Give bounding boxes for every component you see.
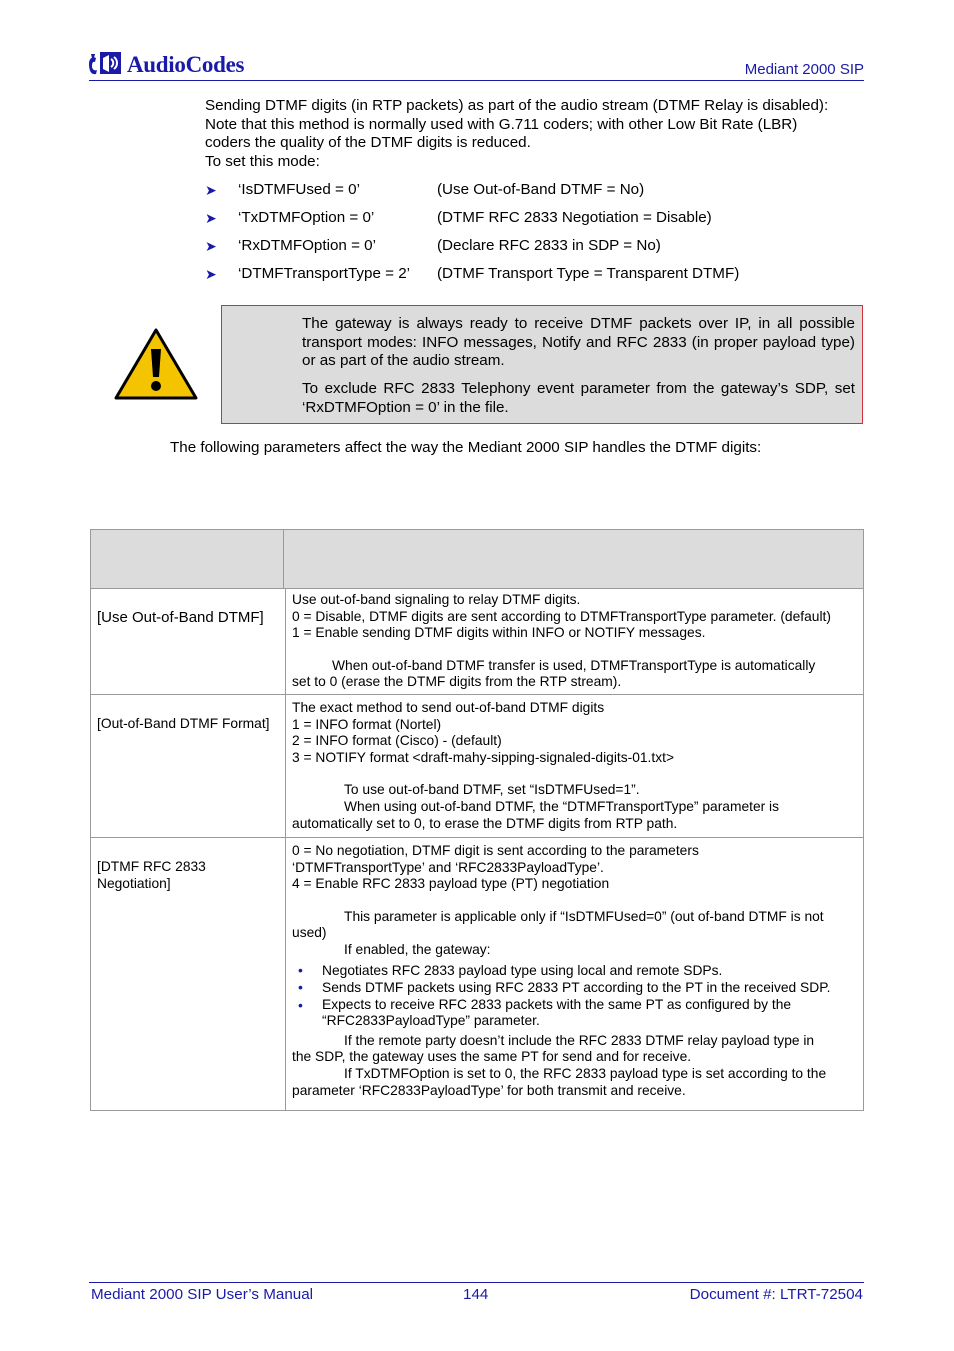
table-header <box>91 530 863 589</box>
page-number: 144 <box>463 1286 489 1303</box>
header-product-title: Mediant 2000 SIP <box>744 61 864 78</box>
arrow-bullet-icon: ➤ <box>205 238 217 254</box>
intro-line: To set this mode: <box>205 152 320 170</box>
footer-divider <box>89 1282 864 1283</box>
parameter-table <box>90 529 864 1111</box>
warning-icon <box>113 327 199 401</box>
arrow-bullet-icon: ➤ <box>205 266 217 282</box>
intro-line: Sending DTMF digits (in RTP packets) as part of the audio stream (DTMF Relay is disabled): <box>205 97 829 114</box>
desc-note: set to 0 (erase the DTMF digits from the RTP stream). <box>292 674 622 690</box>
desc-note: If the remote party doesn’t include the RFC 2833 DTMF relay payload type in <box>344 1032 815 1048</box>
desc-note: If enabled, the gateway: <box>344 941 491 957</box>
bullet-desc: (Use Out-of-Band DTMF = No) <box>437 181 645 198</box>
desc-line: Use out-of-band signaling to relay DTMF digits. <box>292 592 581 607</box>
desc-note: automatically set to 0, to erase the DTMF digits from RTP path. <box>292 815 678 831</box>
lead-sentence: The following parameters affect the way the Mediant 2000 SIP handles the DTMF digits: <box>170 439 762 456</box>
intro-paragraph <box>205 97 828 171</box>
bullet-param: ‘TxDTMFOption = 0’ <box>238 209 375 226</box>
bullet-item <box>205 237 661 256</box>
note-paragraph: To exclude RFC 2833 Telephony event parameter from the gateway’s SDP, set ‘RxDTMFOption = 0’ in the file. <box>302 380 855 416</box>
desc-note: When using out-of-band DTMF, the “DTMFTransportType” parameter is <box>344 798 780 814</box>
bullet-desc: (DTMF RFC 2833 Negotiation = Disable) <box>437 209 712 226</box>
table-row <box>91 838 863 1110</box>
desc-line: 3 = NOTIFY format <draft-mahy-sipping-signaled-digits-01.txt> <box>292 749 675 765</box>
desc-note: If TxDTMFOption is set to 0, the RFC 2833 payload type is set according to the <box>344 1065 827 1081</box>
desc-note: This parameter is applicable only if “IsDTMFUsed=0” (out of-band DTMF is not <box>344 908 824 924</box>
desc-note: the SDP, the gateway uses the same PT for send and for receive. <box>292 1049 692 1065</box>
bullet-item <box>205 181 645 200</box>
arrow-bullet-icon: ➤ <box>205 182 217 198</box>
param-name-line: Negotiation] <box>97 876 171 891</box>
bullet-desc: (DTMF Transport Type = Transparent DTMF) <box>437 265 740 282</box>
desc-line: 4 = Enable RFC 2833 payload type (PT) negotiation <box>292 876 610 892</box>
param-name <box>91 838 286 1110</box>
param-description <box>286 589 863 694</box>
desc-line: The exact method to send out-of-band DTMF digits <box>292 700 605 715</box>
bullet-param: ‘RxDTMFOption = 0’ <box>238 237 376 254</box>
desc-note: When out-of-band DTMF transfer is used, DTMFTransportType is automatically <box>332 657 816 673</box>
param-description <box>286 695 863 837</box>
bullet-desc: (Declare RFC 2833 in SDP = No) <box>437 237 661 254</box>
param-description <box>286 838 863 1110</box>
param-name: [Use Out-of-Band DTMF] <box>91 589 286 694</box>
desc-line: ‘DTMFTransportType’ and ‘RFC2833PayloadType’. <box>292 859 604 875</box>
intro-line: Note that this method is normally used with G.711 coders; with other Low Bit Rate (LBR) <box>205 115 798 133</box>
bullet-param: ‘DTMFTransportType = 2’ <box>238 265 411 282</box>
arrow-bullet-icon: ➤ <box>205 210 217 226</box>
note-paragraph: The gateway is always ready to receive DTMF packets over IP, in all possible transport modes: INFO messages, Notify and RFC 2833 (in proper payload type) or as part of the audio stream. <box>302 315 855 369</box>
audiocodes-logo-icon <box>89 50 123 76</box>
list-item: • Expects to receive RFC 2833 packets with the same PT as configured by the “RFC2833PayloadType” parameter. <box>322 997 859 1030</box>
param-name-line: [DTMF RFC 2833 <box>97 859 206 874</box>
desc-note: used) <box>292 925 327 941</box>
list-item: • Negotiates RFC 2833 payload type using local and remote SDPs. <box>322 962 859 980</box>
desc-line: 0 = Disable, DTMF digits are sent according to DTMFTransportType parameter. (default) <box>292 608 831 624</box>
desc-line: 0 = No negotiation, DTMF digit is sent according to the parameters <box>292 843 699 858</box>
table-row <box>91 695 863 838</box>
bullet-param: ‘IsDTMFUsed = 0’ <box>238 181 360 198</box>
company-logo-text: AudioCodes <box>127 52 245 77</box>
list-item: • Sends DTMF packets using RFC 2833 PT according to the PT in the received SDP. <box>322 979 859 997</box>
desc-line: 1 = INFO format (Nortel) <box>292 716 442 732</box>
param-name: [Out-of-Band DTMF Format] <box>91 695 286 837</box>
footer-document-number: Document #: LTRT-72504 <box>689 1286 863 1303</box>
desc-note: parameter ‘RFC2833PayloadType’ for both transmit and receive. <box>292 1082 686 1098</box>
desc-line: 2 = INFO format (Cisco) - (default) <box>292 733 502 749</box>
table-row <box>91 589 863 695</box>
intro-line: coders the quality of the DTMF digits is reduced. <box>205 134 531 151</box>
footer-manual-title: Mediant 2000 SIP User’s Manual <box>91 1286 314 1303</box>
desc-note: To use out-of-band DTMF, set “IsDTMFUsed=1”. <box>344 782 640 798</box>
bullet-item <box>205 265 740 284</box>
table-header-cell <box>91 530 284 588</box>
desc-line: 1 = Enable sending DTMF digits within INFO or NOTIFY messages. <box>292 625 706 641</box>
bullet-item <box>205 209 712 228</box>
header-divider <box>89 80 864 81</box>
behavior-list <box>292 962 859 1030</box>
